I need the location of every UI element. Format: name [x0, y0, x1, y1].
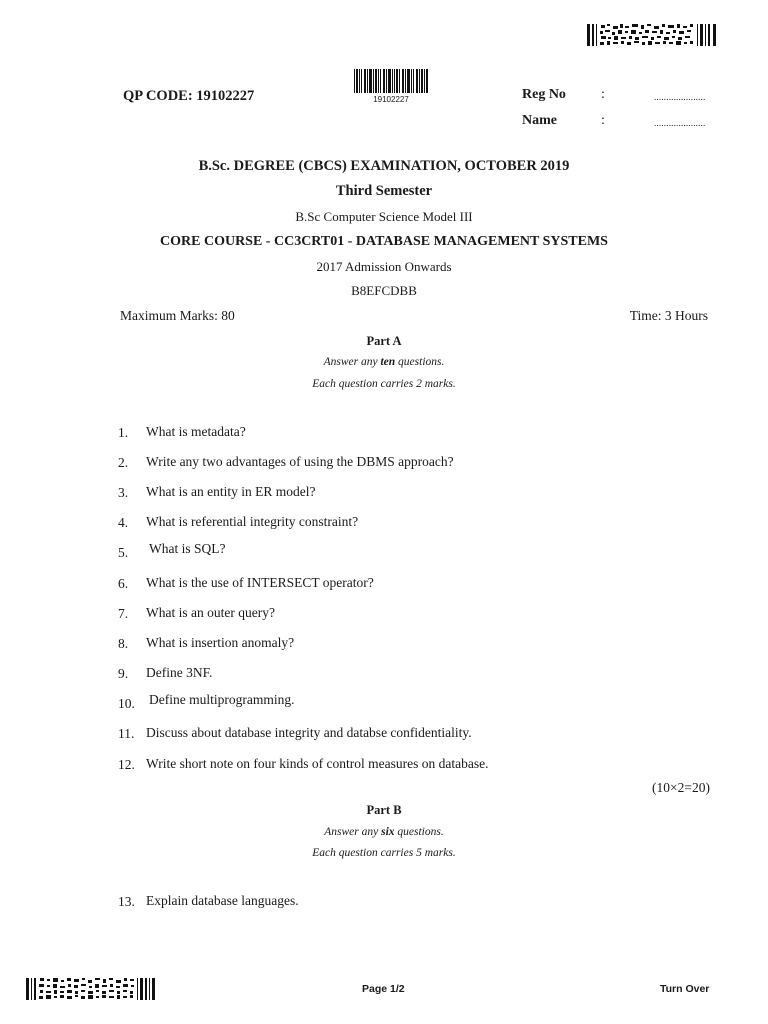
qp-code: QP CODE: 19102227 — [123, 88, 255, 104]
question-number: 12. — [118, 757, 135, 772]
part-b-instruction-suffix: questions. — [394, 826, 444, 838]
name-field: ..................... — [654, 118, 706, 128]
question-text: What is an entity in ER model? — [146, 484, 316, 499]
turn-over-label: Turn Over — [660, 983, 710, 995]
question-text: What is the use of INTERSECT operator? — [146, 575, 374, 590]
maximum-marks: Maximum Marks: 80 — [120, 308, 235, 323]
top-right-barcode — [587, 24, 717, 46]
part-a-instruction-prefix: Answer any — [323, 356, 381, 368]
question-text: Define multiprogramming. — [149, 692, 295, 707]
semester-title: Third Semester — [335, 183, 433, 199]
bottom-left-barcode — [26, 978, 156, 1000]
reg-no-label: Reg No — [522, 87, 566, 102]
question-text: Discuss about database integrity and databse confidentiality. — [146, 725, 472, 740]
paper-code: B8EFCDBB — [351, 283, 417, 298]
question-number: 13. — [118, 894, 135, 909]
center-barcode — [354, 69, 428, 93]
question-text: What is metadata? — [146, 424, 246, 439]
question-text: What is referential integrity constraint? — [146, 514, 359, 529]
part-b-heading: Part B — [366, 803, 402, 817]
question-text: Define 3NF. — [146, 665, 213, 680]
part-a-marks-total: (10×2=20) — [652, 780, 710, 795]
part-b-instruction-prefix: Answer any — [324, 826, 382, 838]
question-number: 11. — [118, 726, 135, 741]
question-number: 9. — [118, 666, 129, 681]
question-number: 10. — [118, 696, 135, 711]
part-a-heading: Part A — [366, 334, 402, 348]
question-number: 4. — [118, 515, 129, 530]
question-number: 6. — [118, 576, 129, 591]
question-number: 5. — [118, 545, 129, 560]
name-colon: : — [601, 113, 605, 128]
question-number: 2. — [118, 455, 129, 470]
center-barcode-graphic — [354, 69, 428, 93]
part-b-instruction — [0, 826, 768, 838]
part-a-instruction-suffix: questions. — [395, 356, 445, 368]
degree-title: B.Sc. DEGREE (CBCS) EXAMINATION, OCTOBER 2019 — [198, 158, 570, 174]
name-label: Name — [522, 113, 557, 128]
part-b-carries: Each question carries 5 marks. — [312, 847, 456, 859]
programme-title: B.Sc Computer Science Model III — [295, 209, 473, 224]
question-text: What is insertion anomaly? — [146, 635, 295, 650]
part-a-carries: Each question carries 2 marks. — [312, 378, 456, 390]
reg-no-field: ..................... — [654, 92, 706, 102]
part-a-instruction — [0, 356, 768, 368]
question-number: 7. — [118, 606, 129, 621]
question-number: 8. — [118, 636, 129, 651]
question-text: What is SQL? — [149, 541, 226, 556]
time-allowed: Time: 3 Hours — [629, 308, 708, 323]
question-text: Write any two advantages of using the DBMS approach? — [146, 454, 454, 469]
question-text: Explain database languages. — [146, 893, 299, 908]
part-b-instruction-emph: six — [381, 826, 395, 838]
course-title: CORE COURSE - CC3CRT01 - DATABASE MANAGEMENT SYSTEMS — [160, 234, 608, 249]
page-number: Page 1/2 — [362, 983, 405, 995]
question-number: 3. — [118, 485, 129, 500]
question-text: Write short note on four kinds of control measures on database. — [146, 756, 489, 771]
bottom-left-barcode-graphic — [26, 978, 156, 1000]
admission-text: 2017 Admission Onwards — [316, 259, 452, 274]
part-a-instruction-emph: ten — [380, 356, 396, 368]
reg-no-colon: : — [601, 87, 605, 102]
barcode-number: 19102227 — [373, 95, 409, 104]
question-text: What is an outer query? — [146, 605, 275, 620]
top-right-barcode-graphic — [587, 24, 717, 46]
question-number: 1. — [118, 425, 129, 440]
